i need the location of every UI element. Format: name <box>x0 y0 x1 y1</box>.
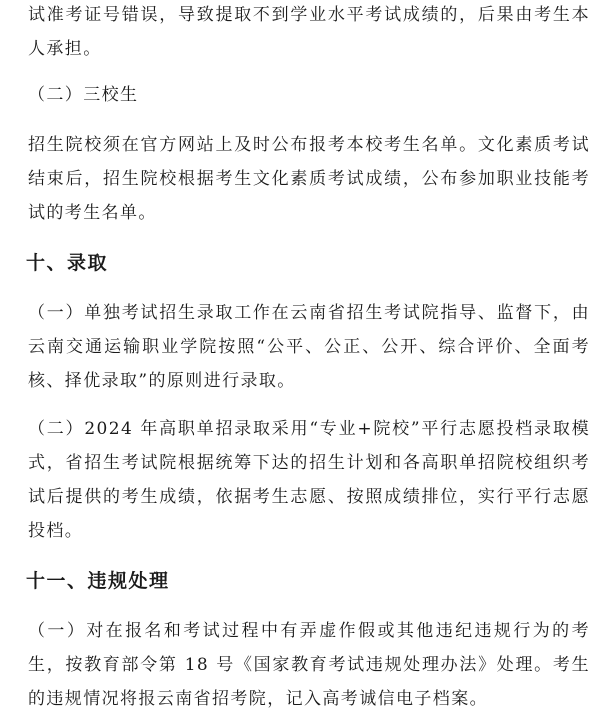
paragraph-sanxiao-list: 招生院校须在官方网站上及时公布报考本校考生名单。文化素质考试结束后，招生院校根据考生文化素质考试成绩，公布参加职业技能考试的考生名单。 <box>28 135 590 223</box>
subheading-sanxiao: （二）三校生 <box>28 85 139 105</box>
paragraph-violations-1: （一）对在报名和考试过程中有弄虚作假或其他违纪违规行为的考生，按教育部令第 18 号《国家教育考试违规处理办法》处理。考生的违规情况将报云南省招考院，记入高考诚信电子档案。 <box>28 621 590 709</box>
section-heading-violations: 十一、违规处理 <box>26 570 170 592</box>
paragraph-admission-2: （二）2024 年高职单招录取采用“专业+院校”平行志愿投档录取模式，省招生考试院根据统筹下达的招生计划和各高职单招院校组织考试后提供的考生成绩，依据考生志愿、按照成绩排位，实行平行志愿投档。 <box>28 419 590 541</box>
paragraph-admission-1: （一）单独考试招生录取工作在云南省招生考试院指导、监督下，由云南交通运输职业学院按照“公平、公正、公开、综合评价、全面考核、择优录取”的原则进行录取。 <box>28 303 590 391</box>
paragraph-exam-id-error: 试准考证号错误，导致提取不到学业水平考试成绩的，后果由考生本人承担。 <box>28 5 590 59</box>
section-heading-admission: 十、录取 <box>26 252 109 274</box>
